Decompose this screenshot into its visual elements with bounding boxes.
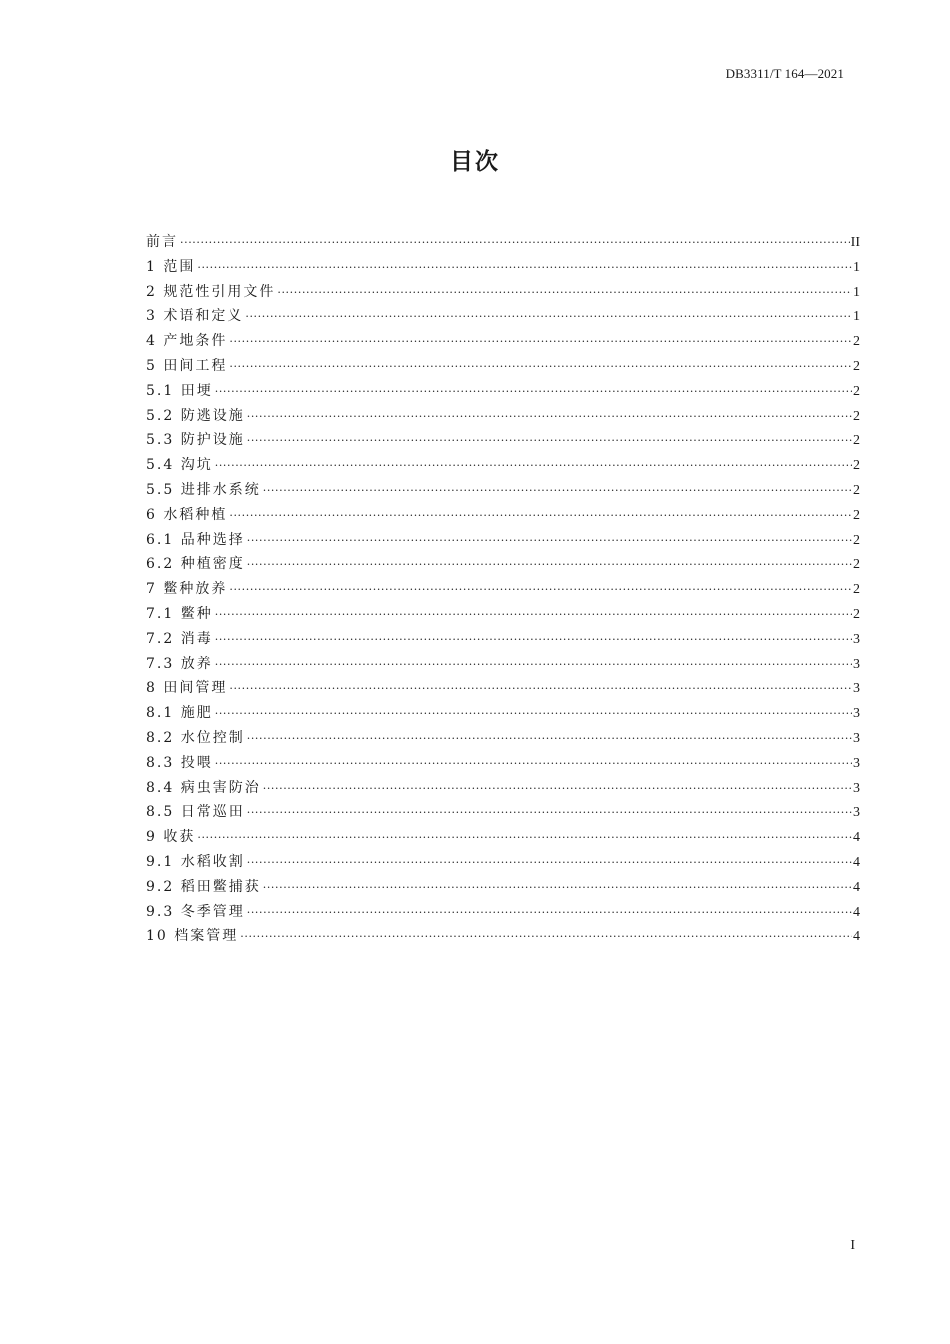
toc-entry-label: 8.5 日常巡田	[146, 804, 245, 821]
toc-entry-label: 6.1 品种选择	[146, 531, 245, 548]
toc-entry-label: 10 档案管理	[146, 928, 239, 945]
toc-entry[interactable]	[146, 230, 860, 255]
toc-entry[interactable]	[146, 800, 860, 825]
toc-entry-label: 前言	[146, 234, 178, 250]
toc-entry-label: 8.3 投喂	[146, 754, 213, 771]
standard-code: DB3311/T 164—2021	[725, 66, 844, 81]
toc-entry-label: 5.4 沟坑	[146, 457, 213, 474]
toc-leader-dots	[247, 801, 852, 826]
toc-leader-dots	[229, 677, 852, 702]
toc-entry-page: 3	[853, 730, 860, 746]
toc-leader-dots	[247, 851, 852, 876]
toc-entry-label: 9 收获	[146, 829, 196, 846]
toc-leader-dots	[263, 479, 852, 504]
toc-entry[interactable]	[146, 478, 860, 503]
toc-entry[interactable]	[146, 726, 860, 751]
toc-entry-label: 5 田间工程	[146, 357, 228, 374]
toc-entry-label: 7 鳖种放养	[146, 581, 228, 598]
toc-entry-page: 4	[853, 879, 860, 895]
toc-leader-dots	[240, 925, 852, 950]
toc-leader-dots	[245, 305, 852, 330]
toc-entry-page: 2	[853, 557, 860, 573]
toc-leader-dots	[247, 429, 852, 454]
toc-leader-dots	[215, 752, 852, 777]
toc-entry-label: 9.2 稻田鳖捕获	[146, 878, 261, 895]
toc-leader-dots	[247, 901, 852, 926]
toc-entry-page: 4	[853, 929, 860, 945]
toc-entry-label: 5.2 防逃设施	[146, 407, 245, 424]
toc-leader-dots	[197, 256, 852, 281]
toc-leader-dots	[215, 380, 852, 405]
toc-entry-page: 2	[853, 507, 860, 523]
toc-entry[interactable]	[146, 850, 860, 875]
toc-entry-label: 7.2 消毒	[146, 630, 213, 647]
toc-leader-dots	[263, 777, 852, 802]
toc-leader-dots	[247, 529, 852, 554]
toc-leader-dots	[263, 876, 852, 901]
toc-entry-label: 9.1 水稻收割	[146, 853, 245, 870]
toc-entry-label: 6.2 种植密度	[146, 556, 245, 573]
toc-entry-label: 5.3 防护设施	[146, 432, 245, 449]
toc-entry[interactable]	[146, 924, 860, 949]
toc-entry-page: 3	[853, 780, 860, 796]
toc-entry[interactable]	[146, 428, 860, 453]
toc-entry[interactable]	[146, 503, 860, 528]
toc-leader-dots	[229, 504, 852, 529]
toc-leader-dots	[247, 553, 852, 578]
toc-entry-page: II	[850, 235, 860, 250]
toc-leader-dots	[215, 603, 852, 628]
toc-entry-label: 5.1 田埂	[146, 382, 213, 399]
toc-entry[interactable]	[146, 280, 860, 305]
toc-entry-page: 4	[853, 904, 860, 920]
toc-leader-dots	[215, 653, 852, 678]
toc-entry-page: 2	[853, 408, 860, 424]
toc-entry-page: 2	[853, 532, 860, 548]
toc-entry[interactable]	[146, 825, 860, 850]
toc-entry-page: 2	[853, 482, 860, 498]
toc-leader-dots	[277, 281, 852, 306]
toc-leader-dots	[215, 628, 852, 653]
toc-entry-page: 1	[853, 259, 860, 275]
toc-entry-label: 4 产地条件	[146, 333, 228, 350]
toc-entry-page: 3	[853, 681, 860, 697]
toc-entry-page: 3	[853, 656, 860, 672]
page-title: 目次	[450, 149, 500, 175]
toc-entry[interactable]	[146, 552, 860, 577]
toc-leader-dots	[247, 405, 852, 430]
toc-entry-page: 3	[853, 706, 860, 722]
toc-entry-page: 2	[853, 358, 860, 374]
toc-entry[interactable]	[146, 776, 860, 801]
toc-leader-dots	[215, 454, 852, 479]
toc-entry[interactable]	[146, 379, 860, 404]
toc-entry-label: 8.2 水位控制	[146, 729, 245, 746]
toc-entry-page: 1	[853, 284, 860, 300]
toc-leader-dots	[180, 231, 850, 256]
toc-entry[interactable]	[146, 652, 860, 677]
toc-entry[interactable]	[146, 676, 860, 701]
toc-entry-label: 8 田间管理	[146, 680, 228, 697]
toc-entry-page: 2	[853, 606, 860, 622]
toc-entry[interactable]	[146, 304, 860, 329]
toc-entry[interactable]	[146, 701, 860, 726]
toc-entry-label: 1 范围	[146, 258, 196, 275]
toc-entry-page: 4	[853, 830, 860, 846]
toc-entry-page: 2	[853, 433, 860, 449]
toc-entry-page: 2	[853, 334, 860, 350]
toc-entry-page: 1	[853, 309, 860, 325]
toc-entry-page: 3	[853, 805, 860, 821]
table-of-contents	[146, 230, 860, 949]
toc-entry-label: 8.1 施肥	[146, 705, 213, 722]
toc-entry[interactable]	[146, 875, 860, 900]
toc-leader-dots	[229, 355, 852, 380]
toc-leader-dots	[247, 727, 852, 752]
page-number: I	[850, 1238, 855, 1253]
toc-entry-label: 8.4 病虫害防治	[146, 779, 261, 796]
toc-entry[interactable]	[146, 627, 860, 652]
toc-entry[interactable]	[146, 577, 860, 602]
toc-entry-label: 6 水稻种植	[146, 506, 228, 523]
toc-entry-label: 7.1 鳖种	[146, 605, 213, 622]
toc-entry-label: 2 规范性引用文件	[146, 283, 276, 300]
toc-entry-label: 5.5 进排水系统	[146, 481, 261, 498]
toc-entry-label: 7.3 放养	[146, 655, 213, 672]
toc-entry-page: 2	[853, 582, 860, 598]
toc-entry-page: 2	[853, 458, 860, 474]
toc-leader-dots	[229, 330, 852, 355]
toc-entry[interactable]	[146, 900, 860, 925]
toc-leader-dots	[229, 578, 852, 603]
toc-entry-page: 3	[853, 755, 860, 771]
toc-entry[interactable]	[146, 404, 860, 429]
toc-entry[interactable]	[146, 255, 860, 280]
toc-entry[interactable]	[146, 602, 860, 627]
toc-entry[interactable]	[146, 453, 860, 478]
toc-entry-page: 4	[853, 854, 860, 870]
toc-entry[interactable]	[146, 751, 860, 776]
toc-leader-dots	[215, 702, 852, 727]
toc-entry-label: 3 术语和定义	[146, 308, 244, 325]
toc-entry[interactable]	[146, 528, 860, 553]
toc-entry[interactable]	[146, 354, 860, 379]
toc-entry-page: 2	[853, 383, 860, 399]
toc-entry-page: 3	[853, 631, 860, 647]
toc-entry[interactable]	[146, 329, 860, 354]
toc-entry-label: 9.3 冬季管理	[146, 903, 245, 920]
toc-leader-dots	[197, 826, 852, 851]
